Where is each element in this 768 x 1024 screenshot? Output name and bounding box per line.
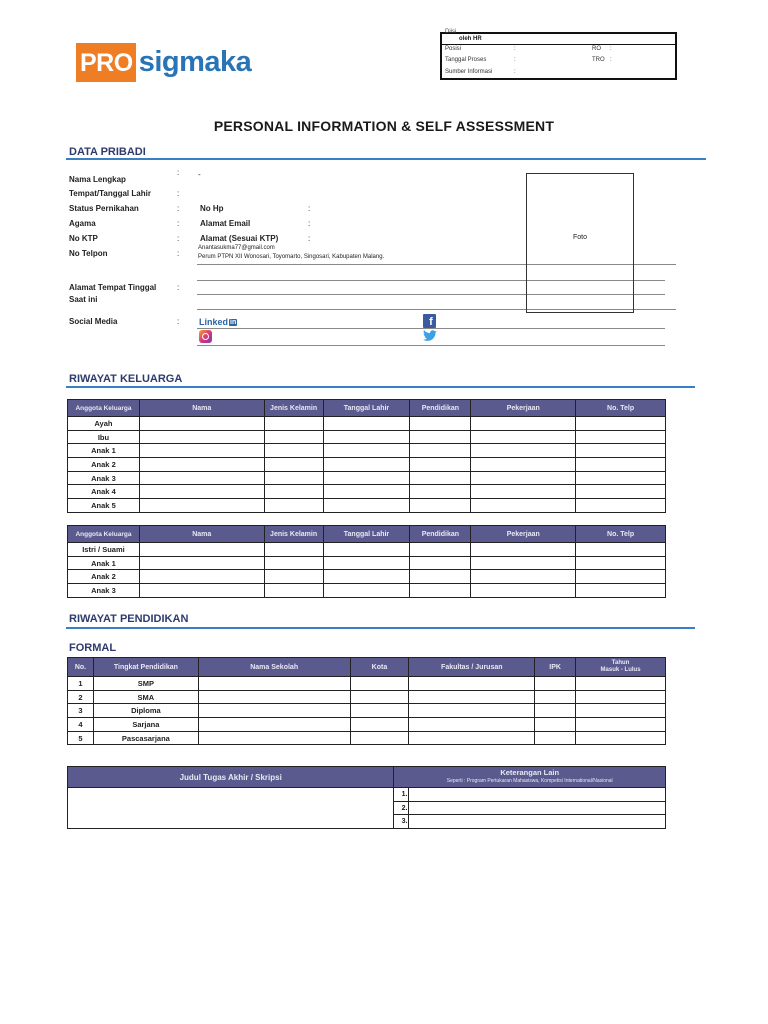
label-social-media: Social Media (69, 317, 118, 326)
input-cell[interactable] (471, 556, 576, 570)
input-cell[interactable] (264, 584, 323, 598)
input-cell[interactable] (139, 543, 264, 557)
input-cell[interactable] (576, 584, 666, 598)
family-table-1 (67, 399, 666, 513)
input-cell[interactable] (535, 677, 576, 691)
table-header-row (68, 526, 666, 543)
keterangan-item-number: 1. (394, 788, 409, 802)
row-level: Sarjana (93, 718, 198, 732)
input-cell[interactable] (410, 485, 471, 499)
colon: : (177, 189, 180, 198)
hr-box (440, 29, 677, 80)
input-cell[interactable] (323, 471, 410, 485)
table-header-row (68, 658, 666, 677)
section-title-riwayat-pendidikan: RIWAYAT PENDIDIKAN (69, 613, 189, 625)
colon: : (308, 204, 311, 213)
header-5: Pekerjaan (471, 400, 576, 417)
input-cell[interactable] (535, 718, 576, 732)
logo-sigmaka-text: sigmaka (138, 45, 252, 78)
input-cell[interactable] (264, 485, 323, 499)
row-number: 2 (68, 690, 94, 704)
company-logo (76, 40, 251, 84)
hr-posisi-label: Posisi (445, 46, 462, 52)
row-number: 1 (68, 677, 94, 691)
header-3: Tanggal Lahir (323, 526, 410, 543)
input-cell[interactable] (535, 731, 576, 745)
input-cell[interactable] (139, 556, 264, 570)
colon: : (177, 234, 180, 243)
hr-ro-colon: : (610, 46, 612, 52)
input-cell[interactable] (139, 485, 264, 499)
input-cell[interactable] (323, 430, 410, 444)
input-cell[interactable] (323, 417, 410, 431)
input-cell[interactable] (264, 430, 323, 444)
label-alamat-ktp: Alamat (Sesuai KTP) (200, 234, 279, 243)
row-level: Diploma (93, 704, 198, 718)
keterangan-input-cell[interactable] (409, 801, 666, 815)
input-cell[interactable] (410, 556, 471, 570)
logo-pro-text: PRO (76, 43, 136, 82)
table-row (68, 430, 666, 444)
header-fakultas: Fakultas / Jurusan (409, 658, 535, 677)
header-ipk: IPK (535, 658, 576, 677)
row-number: 3 (68, 704, 94, 718)
input-cell[interactable] (139, 584, 264, 598)
header-no: No. (68, 658, 94, 677)
header-tahun (576, 658, 666, 677)
linkedin-text: Linked (199, 317, 229, 327)
keterangan-input-cell[interactable] (409, 788, 666, 802)
table-row (68, 677, 666, 691)
input-cell[interactable] (264, 556, 323, 570)
header-6: No. Telp (576, 400, 666, 417)
label-tempat-tanggal-lahir: Tempat/Tanggal Lahir (69, 189, 151, 198)
hr-box-title: Diisi (445, 29, 457, 35)
input-cell[interactable] (576, 570, 666, 584)
input-cell[interactable] (576, 731, 666, 745)
input-cell[interactable] (471, 444, 576, 458)
linkedin-icon[interactable] (199, 316, 237, 328)
section-divider (66, 386, 695, 388)
input-cell[interactable] (198, 731, 350, 745)
row-label: Istri / Suami (68, 543, 140, 557)
input-cell[interactable] (323, 584, 410, 598)
instagram-icon[interactable] (199, 330, 212, 343)
table-row (68, 690, 666, 704)
table-header-row (68, 400, 666, 417)
twitter-icon[interactable] (423, 329, 437, 342)
colon: : (308, 219, 311, 228)
header-1: Nama (139, 526, 264, 543)
header-4: Pendidikan (410, 400, 471, 417)
input-cell[interactable] (323, 556, 410, 570)
colon: : (177, 219, 180, 228)
input-cell[interactable] (410, 499, 471, 513)
alamat-value: Perum PTPN XII Wonosari, Toyomarto, Singosari, Kabupaten Malang. (198, 254, 385, 260)
row-label: Ibu (68, 430, 140, 444)
colon: : (177, 204, 180, 213)
input-cell[interactable] (323, 485, 410, 499)
input-cell[interactable] (139, 417, 264, 431)
input-cell[interactable] (409, 718, 535, 732)
label-no-telpon: No Telpon (69, 249, 108, 258)
input-cell[interactable] (471, 485, 576, 499)
row-label: Anak 5 (68, 499, 140, 513)
input-cell[interactable] (264, 499, 323, 513)
input-cell[interactable] (576, 458, 666, 472)
input-cell[interactable] (323, 543, 410, 557)
input-cell[interactable] (410, 570, 471, 584)
row-number: 4 (68, 718, 94, 732)
header-0: Anggota Keluarga (68, 400, 140, 417)
keterangan-subtitle: Seperti : Program Pertukaran Mahasiswa, Kompetisi International/Nasional (446, 778, 613, 784)
colon: : (308, 234, 311, 243)
hr-tro-label: TRO (592, 57, 605, 63)
hr-tanggal-colon: : (514, 57, 516, 63)
input-cell[interactable] (576, 471, 666, 485)
row-label: Anak 4 (68, 485, 140, 499)
photo-box[interactable] (526, 173, 634, 313)
input-cell[interactable] (471, 471, 576, 485)
hr-box-divider (442, 44, 675, 45)
row-label: Ayah (68, 417, 140, 431)
input-cell[interactable] (264, 570, 323, 584)
input-cell[interactable] (410, 471, 471, 485)
label-agama: Agama (69, 219, 96, 228)
hr-tanggal-label: Tanggal Proses (445, 57, 487, 63)
input-cell[interactable] (323, 458, 410, 472)
input-cell[interactable] (139, 570, 264, 584)
input-cell[interactable] (410, 444, 471, 458)
hr-tro-colon: : (610, 57, 612, 63)
input-cell[interactable] (198, 718, 350, 732)
label-alamat-email: Alamat Email (200, 219, 251, 228)
input-cell[interactable] (576, 444, 666, 458)
hr-sumber-colon: : (514, 69, 516, 75)
header-0: Anggota Keluarga (68, 526, 140, 543)
input-cell[interactable] (409, 677, 535, 691)
input-cell[interactable] (350, 704, 409, 718)
table-row (68, 485, 666, 499)
input-cell[interactable] (471, 499, 576, 513)
colon: : (177, 249, 180, 258)
label-status-pernikahan: Status Pernikahan (69, 204, 139, 213)
row-label: Anak 2 (68, 570, 140, 584)
header-nama-sekolah: Nama Sekolah (198, 658, 350, 677)
table-row (68, 570, 666, 584)
header-2: Jenis Kelamin (264, 400, 323, 417)
table-row (68, 444, 666, 458)
input-cell[interactable] (576, 543, 666, 557)
input-cell[interactable] (264, 471, 323, 485)
colon: : (177, 168, 180, 177)
input-cell[interactable] (139, 444, 264, 458)
header-keterangan-lain (394, 767, 666, 788)
header-judul-tugas-akhir: Judul Tugas Akhir / Skripsi (68, 767, 394, 788)
input-cell[interactable] (350, 690, 409, 704)
input-cell[interactable] (471, 543, 576, 557)
input-cell[interactable] (471, 584, 576, 598)
input-cell[interactable] (264, 543, 323, 557)
table-row (68, 556, 666, 570)
header-3: Tanggal Lahir (323, 400, 410, 417)
linkedin-in: in (230, 318, 237, 326)
input-cell[interactable] (410, 430, 471, 444)
keterangan-title: Keterangan Lain (500, 768, 560, 777)
label-no-hp: No Hp (200, 204, 224, 213)
header-kota: Kota (350, 658, 409, 677)
education-table (67, 657, 666, 745)
table-row (68, 584, 666, 598)
input-cell[interactable] (576, 499, 666, 513)
input-cell[interactable] (410, 458, 471, 472)
row-label: Anak 3 (68, 471, 140, 485)
header-1: Nama (139, 400, 264, 417)
row-level: SMA (93, 690, 198, 704)
input-cell[interactable] (410, 417, 471, 431)
input-cell[interactable] (409, 690, 535, 704)
row-level: Pascasarjana (93, 731, 198, 745)
nama-value-dash: - (198, 170, 201, 179)
table-row (68, 417, 666, 431)
hr-ro-label: RO (592, 46, 601, 52)
colon: : (177, 283, 180, 292)
input-cell[interactable] (264, 444, 323, 458)
thesis-table (67, 766, 666, 829)
table-row (68, 704, 666, 718)
table-row (68, 718, 666, 732)
header-2: Jenis Kelamin (264, 526, 323, 543)
input-cell[interactable] (576, 690, 666, 704)
section-divider (66, 158, 706, 160)
input-cell[interactable] (323, 499, 410, 513)
input-cell[interactable] (350, 731, 409, 745)
photo-label: Foto (572, 234, 587, 241)
facebook-icon[interactable]: f (423, 314, 436, 328)
table-row (68, 543, 666, 557)
input-cell[interactable] (471, 458, 576, 472)
input-cell[interactable] (350, 677, 409, 691)
header-tahun-1: Tahun (611, 660, 630, 666)
section-title-riwayat-keluarga: RIWAYAT KELUARGA (69, 373, 183, 385)
header-6: No. Telp (576, 526, 666, 543)
keterangan-item-number: 2. (394, 801, 409, 815)
input-cell[interactable] (409, 731, 535, 745)
input-cell[interactable] (471, 430, 576, 444)
page-title: PERSONAL INFORMATION & SELF ASSESSMENT (213, 118, 555, 134)
hr-box-subtitle: oleh HR (459, 36, 482, 42)
row-label: Anak 3 (68, 584, 140, 598)
input-cell[interactable] (139, 430, 264, 444)
input-cell[interactable] (350, 718, 409, 732)
row-level: SMP (93, 677, 198, 691)
header-5: Pekerjaan (471, 526, 576, 543)
hr-sumber-label: Sumber Informasi (445, 69, 493, 75)
input-cell[interactable] (198, 677, 350, 691)
input-cell[interactable] (535, 704, 576, 718)
label-alamat-tinggal-1: Alamat Tempat Tinggal (69, 283, 157, 292)
row-label: Anak 1 (68, 444, 140, 458)
input-cell[interactable] (471, 417, 576, 431)
input-cell[interactable] (323, 570, 410, 584)
input-cell[interactable] (576, 556, 666, 570)
table-row (68, 458, 666, 472)
section-title-data-pribadi: DATA PRIBADI (69, 146, 146, 158)
table-row (68, 499, 666, 513)
input-cell[interactable] (535, 690, 576, 704)
row-label: Anak 1 (68, 556, 140, 570)
input-cell[interactable] (264, 458, 323, 472)
input-cell[interactable] (139, 471, 264, 485)
row-label: Anak 2 (68, 458, 140, 472)
input-cell[interactable] (410, 584, 471, 598)
colon: : (177, 317, 180, 326)
input-cell[interactable] (264, 417, 323, 431)
family-table-2 (67, 525, 666, 598)
label-no-ktp: No KTP (69, 234, 98, 243)
row-number: 5 (68, 731, 94, 745)
header-tahun-2: Masuk - Lulus (600, 667, 641, 673)
header-tingkat: Tingkat Pendidikan (93, 658, 198, 677)
input-cell[interactable] (323, 444, 410, 458)
input-cell[interactable] (409, 704, 535, 718)
table-row (68, 471, 666, 485)
input-cell[interactable] (410, 543, 471, 557)
input-cell[interactable] (576, 677, 666, 691)
subsection-title-formal: FORMAL (69, 642, 117, 654)
label-alamat-tinggal-2: Saat ini (69, 295, 98, 304)
keterangan-input-cell[interactable] (409, 815, 666, 829)
field-line (197, 345, 665, 346)
email-value: Anantasukma77@gmail.com (198, 245, 275, 251)
input-cell[interactable] (139, 499, 264, 513)
input-cell[interactable] (198, 690, 350, 704)
input-cell[interactable] (576, 718, 666, 732)
label-nama-lengkap: Nama Lengkap (69, 175, 126, 184)
input-cell[interactable] (139, 458, 264, 472)
input-cell[interactable] (471, 570, 576, 584)
input-cell[interactable] (576, 430, 666, 444)
section-divider (66, 627, 695, 629)
keterangan-item-number: 3. (394, 815, 409, 829)
hr-posisi-colon: : (514, 46, 516, 52)
header-4: Pendidikan (410, 526, 471, 543)
judul-input-cell[interactable] (68, 788, 394, 829)
input-cell[interactable] (576, 485, 666, 499)
input-cell[interactable] (576, 704, 666, 718)
input-cell[interactable] (198, 704, 350, 718)
table-row (68, 731, 666, 745)
input-cell[interactable] (576, 417, 666, 431)
